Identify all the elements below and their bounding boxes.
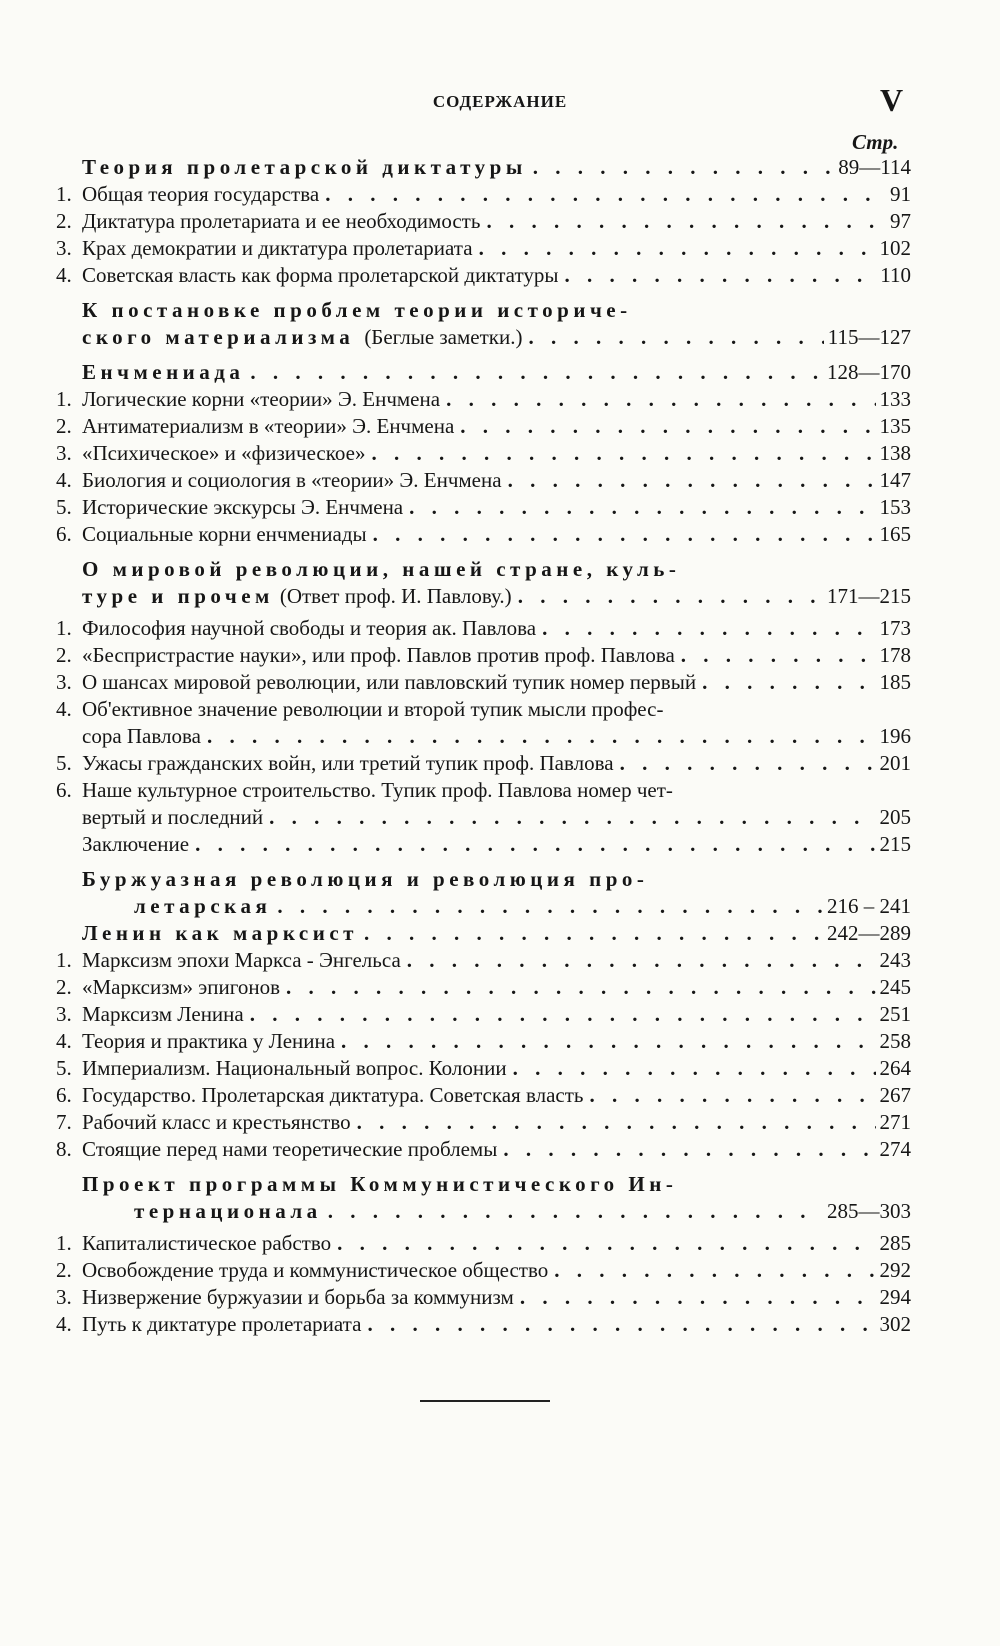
item-page: 173 bbox=[879, 616, 911, 640]
item-page: 215 bbox=[879, 832, 911, 856]
section-heading bbox=[56, 154, 911, 181]
item-number: 4. bbox=[56, 697, 72, 721]
list-item bbox=[56, 208, 911, 235]
section-title-line2: туре и прочем bbox=[82, 584, 274, 608]
item-title-cont: вертый и последний bbox=[82, 805, 264, 829]
item-title: Заключение bbox=[82, 832, 190, 856]
section-title-line2: тернационала bbox=[134, 1199, 322, 1223]
item-number: 3. bbox=[56, 1285, 72, 1309]
item-title: Биология и социология в «теории» Э. Енчмена bbox=[82, 468, 502, 492]
item-page: 205 bbox=[879, 805, 911, 829]
item-title: Антиматериализм в «теории» Э. Енчмена bbox=[82, 414, 455, 438]
item-title: Диктатура пролетариата и ее необходимость bbox=[82, 209, 481, 233]
page-number-roman: V bbox=[880, 82, 904, 118]
item-title: Логические корни «теории» Э. Енчмена bbox=[82, 387, 441, 411]
item-number: 6. bbox=[56, 778, 72, 802]
item-page: 178 bbox=[879, 643, 911, 667]
list-item bbox=[56, 181, 911, 208]
section-title: Ленин как марксист bbox=[82, 921, 358, 945]
section-pages: 89—114 bbox=[838, 155, 911, 179]
item-number: 2. bbox=[56, 209, 72, 233]
item-title: Путь к диктатуре пролетариата bbox=[82, 1312, 362, 1336]
item-number: 4. bbox=[56, 263, 72, 287]
item-page: 110 bbox=[880, 263, 911, 287]
item-number: 2. bbox=[56, 643, 72, 667]
section-pages: 171—215 bbox=[827, 584, 911, 608]
item-number: 1. bbox=[56, 182, 72, 206]
item-number: 2. bbox=[56, 975, 72, 999]
item-page: 133 bbox=[879, 387, 911, 411]
item-page: 267 bbox=[879, 1083, 911, 1107]
list-item bbox=[56, 494, 911, 521]
item-title-cont: сора Павлова bbox=[82, 724, 201, 748]
list-item bbox=[56, 669, 911, 696]
item-title: Философия научной свободы и теория ак. Павлова bbox=[82, 616, 537, 640]
item-title: Ужасы гражданских войн, или третий тупик проф. Павлова bbox=[82, 751, 614, 775]
item-page: 245 bbox=[879, 975, 911, 999]
item-number: 3. bbox=[56, 236, 72, 260]
section-pages: 242—289 bbox=[827, 921, 911, 945]
item-number: 4. bbox=[56, 1029, 72, 1053]
item-page: 147 bbox=[879, 468, 911, 492]
item-page: 201 bbox=[879, 751, 911, 775]
item-page: 292 bbox=[879, 1258, 911, 1282]
item-page: 243 bbox=[879, 948, 911, 972]
list-item bbox=[56, 1055, 911, 1082]
section-heading-continued bbox=[56, 1198, 911, 1225]
item-title: Марксизм Ленина bbox=[82, 1002, 244, 1026]
item-page: 302 bbox=[879, 1312, 911, 1336]
section-heading bbox=[56, 866, 911, 893]
item-page: 294 bbox=[879, 1285, 911, 1309]
section-heading bbox=[56, 359, 911, 386]
list-item bbox=[56, 440, 911, 467]
list-item-continued bbox=[56, 804, 911, 831]
item-number: 1. bbox=[56, 948, 72, 972]
section-title-line2: ского материализма bbox=[82, 325, 355, 349]
item-number: 6. bbox=[56, 1083, 72, 1107]
item-page: 185 bbox=[879, 670, 911, 694]
item-title: Теория и практика у Ленина bbox=[82, 1029, 336, 1053]
list-item bbox=[56, 777, 911, 804]
list-item bbox=[56, 831, 911, 858]
section-pages: 128—170 bbox=[827, 360, 911, 384]
item-number: 5. bbox=[56, 495, 72, 519]
item-title: Марксизм эпохи Маркса - Энгельса bbox=[82, 948, 401, 972]
list-item bbox=[56, 1284, 911, 1311]
item-title: Советская власть как форма пролетарской диктатуры bbox=[82, 263, 559, 287]
list-item bbox=[56, 1028, 911, 1055]
list-item bbox=[56, 1136, 911, 1163]
section-heading-continued bbox=[56, 583, 911, 610]
item-page: 138 bbox=[879, 441, 911, 465]
section-title-line2: летарская bbox=[134, 894, 272, 918]
item-page: 97 bbox=[890, 209, 911, 233]
item-title: Крах демократии и диктатура пролетариата bbox=[82, 236, 473, 260]
section-heading bbox=[56, 556, 911, 583]
item-number: 2. bbox=[56, 1258, 72, 1282]
list-item bbox=[56, 1082, 911, 1109]
item-title: Капиталистическое рабство bbox=[82, 1231, 332, 1255]
section-heading bbox=[56, 297, 911, 324]
list-item bbox=[56, 696, 911, 723]
item-title: Низвержение буржуазии и борьба за коммунизм bbox=[82, 1285, 514, 1309]
item-number: 3. bbox=[56, 441, 72, 465]
item-number: 2. bbox=[56, 414, 72, 438]
list-item bbox=[56, 262, 911, 289]
section-title-line1: Проект программы Коммунистического Ин- bbox=[82, 1172, 678, 1196]
list-item bbox=[56, 1001, 911, 1028]
list-item bbox=[56, 1257, 911, 1284]
pages-column-label: Стр. bbox=[852, 130, 899, 154]
item-number: 6. bbox=[56, 522, 72, 546]
item-page: 165 bbox=[879, 522, 911, 546]
list-item bbox=[56, 1109, 911, 1136]
item-page: 274 bbox=[879, 1137, 911, 1161]
item-title: Рабочий класс и крестьянство bbox=[82, 1110, 351, 1134]
item-page: 264 bbox=[879, 1056, 911, 1080]
item-title: «Марксизм» эпигонов bbox=[82, 975, 281, 999]
item-page: 285 bbox=[879, 1231, 911, 1255]
list-item bbox=[56, 1311, 911, 1338]
item-number: 3. bbox=[56, 670, 72, 694]
table-of-contents bbox=[56, 154, 911, 1338]
section-title-line1: Буржуазная революция и революция про- bbox=[82, 867, 649, 891]
list-item bbox=[56, 947, 911, 974]
item-title: О шансах мировой революции, или павловский тупик номер первый bbox=[82, 670, 697, 694]
list-item bbox=[56, 974, 911, 1001]
section-pages: 216 – 241 bbox=[827, 894, 911, 918]
closing-divider bbox=[420, 1400, 550, 1402]
item-title: «Беспристрастие науки», или проф. Павлов против проф. Павлова bbox=[82, 643, 675, 667]
list-item bbox=[56, 386, 911, 413]
item-title: Исторические экскурсы Э. Енчмена bbox=[82, 495, 404, 519]
list-item bbox=[56, 750, 911, 777]
list-item bbox=[56, 413, 911, 440]
list-item bbox=[56, 1230, 911, 1257]
item-page: 102 bbox=[879, 236, 911, 260]
item-number: 1. bbox=[56, 387, 72, 411]
item-page: 258 bbox=[879, 1029, 911, 1053]
list-item bbox=[56, 235, 911, 262]
item-page: 135 bbox=[879, 414, 911, 438]
item-title: Социальные корни енчмениады bbox=[82, 522, 367, 546]
section-heading bbox=[56, 1171, 911, 1198]
section-title-line1: К постановке проблем теории историче- bbox=[82, 298, 632, 322]
section-heading-continued bbox=[56, 324, 911, 351]
item-title: Империализм. Национальный вопрос. Колонии bbox=[82, 1056, 507, 1080]
item-title: Освобождение труда и коммунистическое общество bbox=[82, 1258, 549, 1282]
item-title: Государство. Пролетарская диктатура. Советская власть bbox=[82, 1083, 584, 1107]
item-page: 196 bbox=[879, 724, 911, 748]
item-number: 4. bbox=[56, 468, 72, 492]
item-title: Стоящие перед нами теоретические проблемы bbox=[82, 1137, 498, 1161]
page-title: СОДЕРЖАНИЕ bbox=[432, 92, 568, 111]
item-title: «Психическое» и «физическое» bbox=[82, 441, 366, 465]
item-number: 8. bbox=[56, 1137, 72, 1161]
section-note: (Беглые заметки.) bbox=[364, 325, 523, 349]
section-title-line1: О мировой революции, нашей стране, куль- bbox=[82, 557, 681, 581]
section-pages: 285—303 bbox=[827, 1199, 911, 1223]
item-number: 5. bbox=[56, 751, 72, 775]
list-item bbox=[56, 521, 911, 548]
list-item bbox=[56, 615, 911, 642]
section-title: Енчмениада bbox=[82, 360, 245, 384]
item-number: 5. bbox=[56, 1056, 72, 1080]
section-title: Теория пролетарской диктатуры bbox=[82, 155, 527, 179]
list-item bbox=[56, 467, 911, 494]
item-title: Об'ективное значение революции и второй тупик мысли профес- bbox=[82, 697, 664, 721]
section-pages: 115—127 bbox=[827, 325, 911, 349]
section-note: (Ответ проф. И. Павлову.) bbox=[279, 584, 512, 608]
list-item bbox=[56, 642, 911, 669]
item-number: 3. bbox=[56, 1002, 72, 1026]
section-heading bbox=[56, 920, 911, 947]
item-number: 4. bbox=[56, 1312, 72, 1336]
list-item-continued bbox=[56, 723, 911, 750]
item-title: Общая теория государства bbox=[82, 182, 320, 206]
item-page: 251 bbox=[879, 1002, 911, 1026]
item-page: 153 bbox=[879, 495, 911, 519]
section-heading-continued bbox=[56, 893, 911, 920]
item-title: Наше культурное строительство. Тупик проф. Павлова номер чет- bbox=[82, 778, 673, 802]
item-page: 271 bbox=[879, 1110, 911, 1134]
item-page: 91 bbox=[890, 182, 911, 206]
item-number: 1. bbox=[56, 1231, 72, 1255]
item-number: 1. bbox=[56, 616, 72, 640]
item-number: 7. bbox=[56, 1110, 72, 1134]
